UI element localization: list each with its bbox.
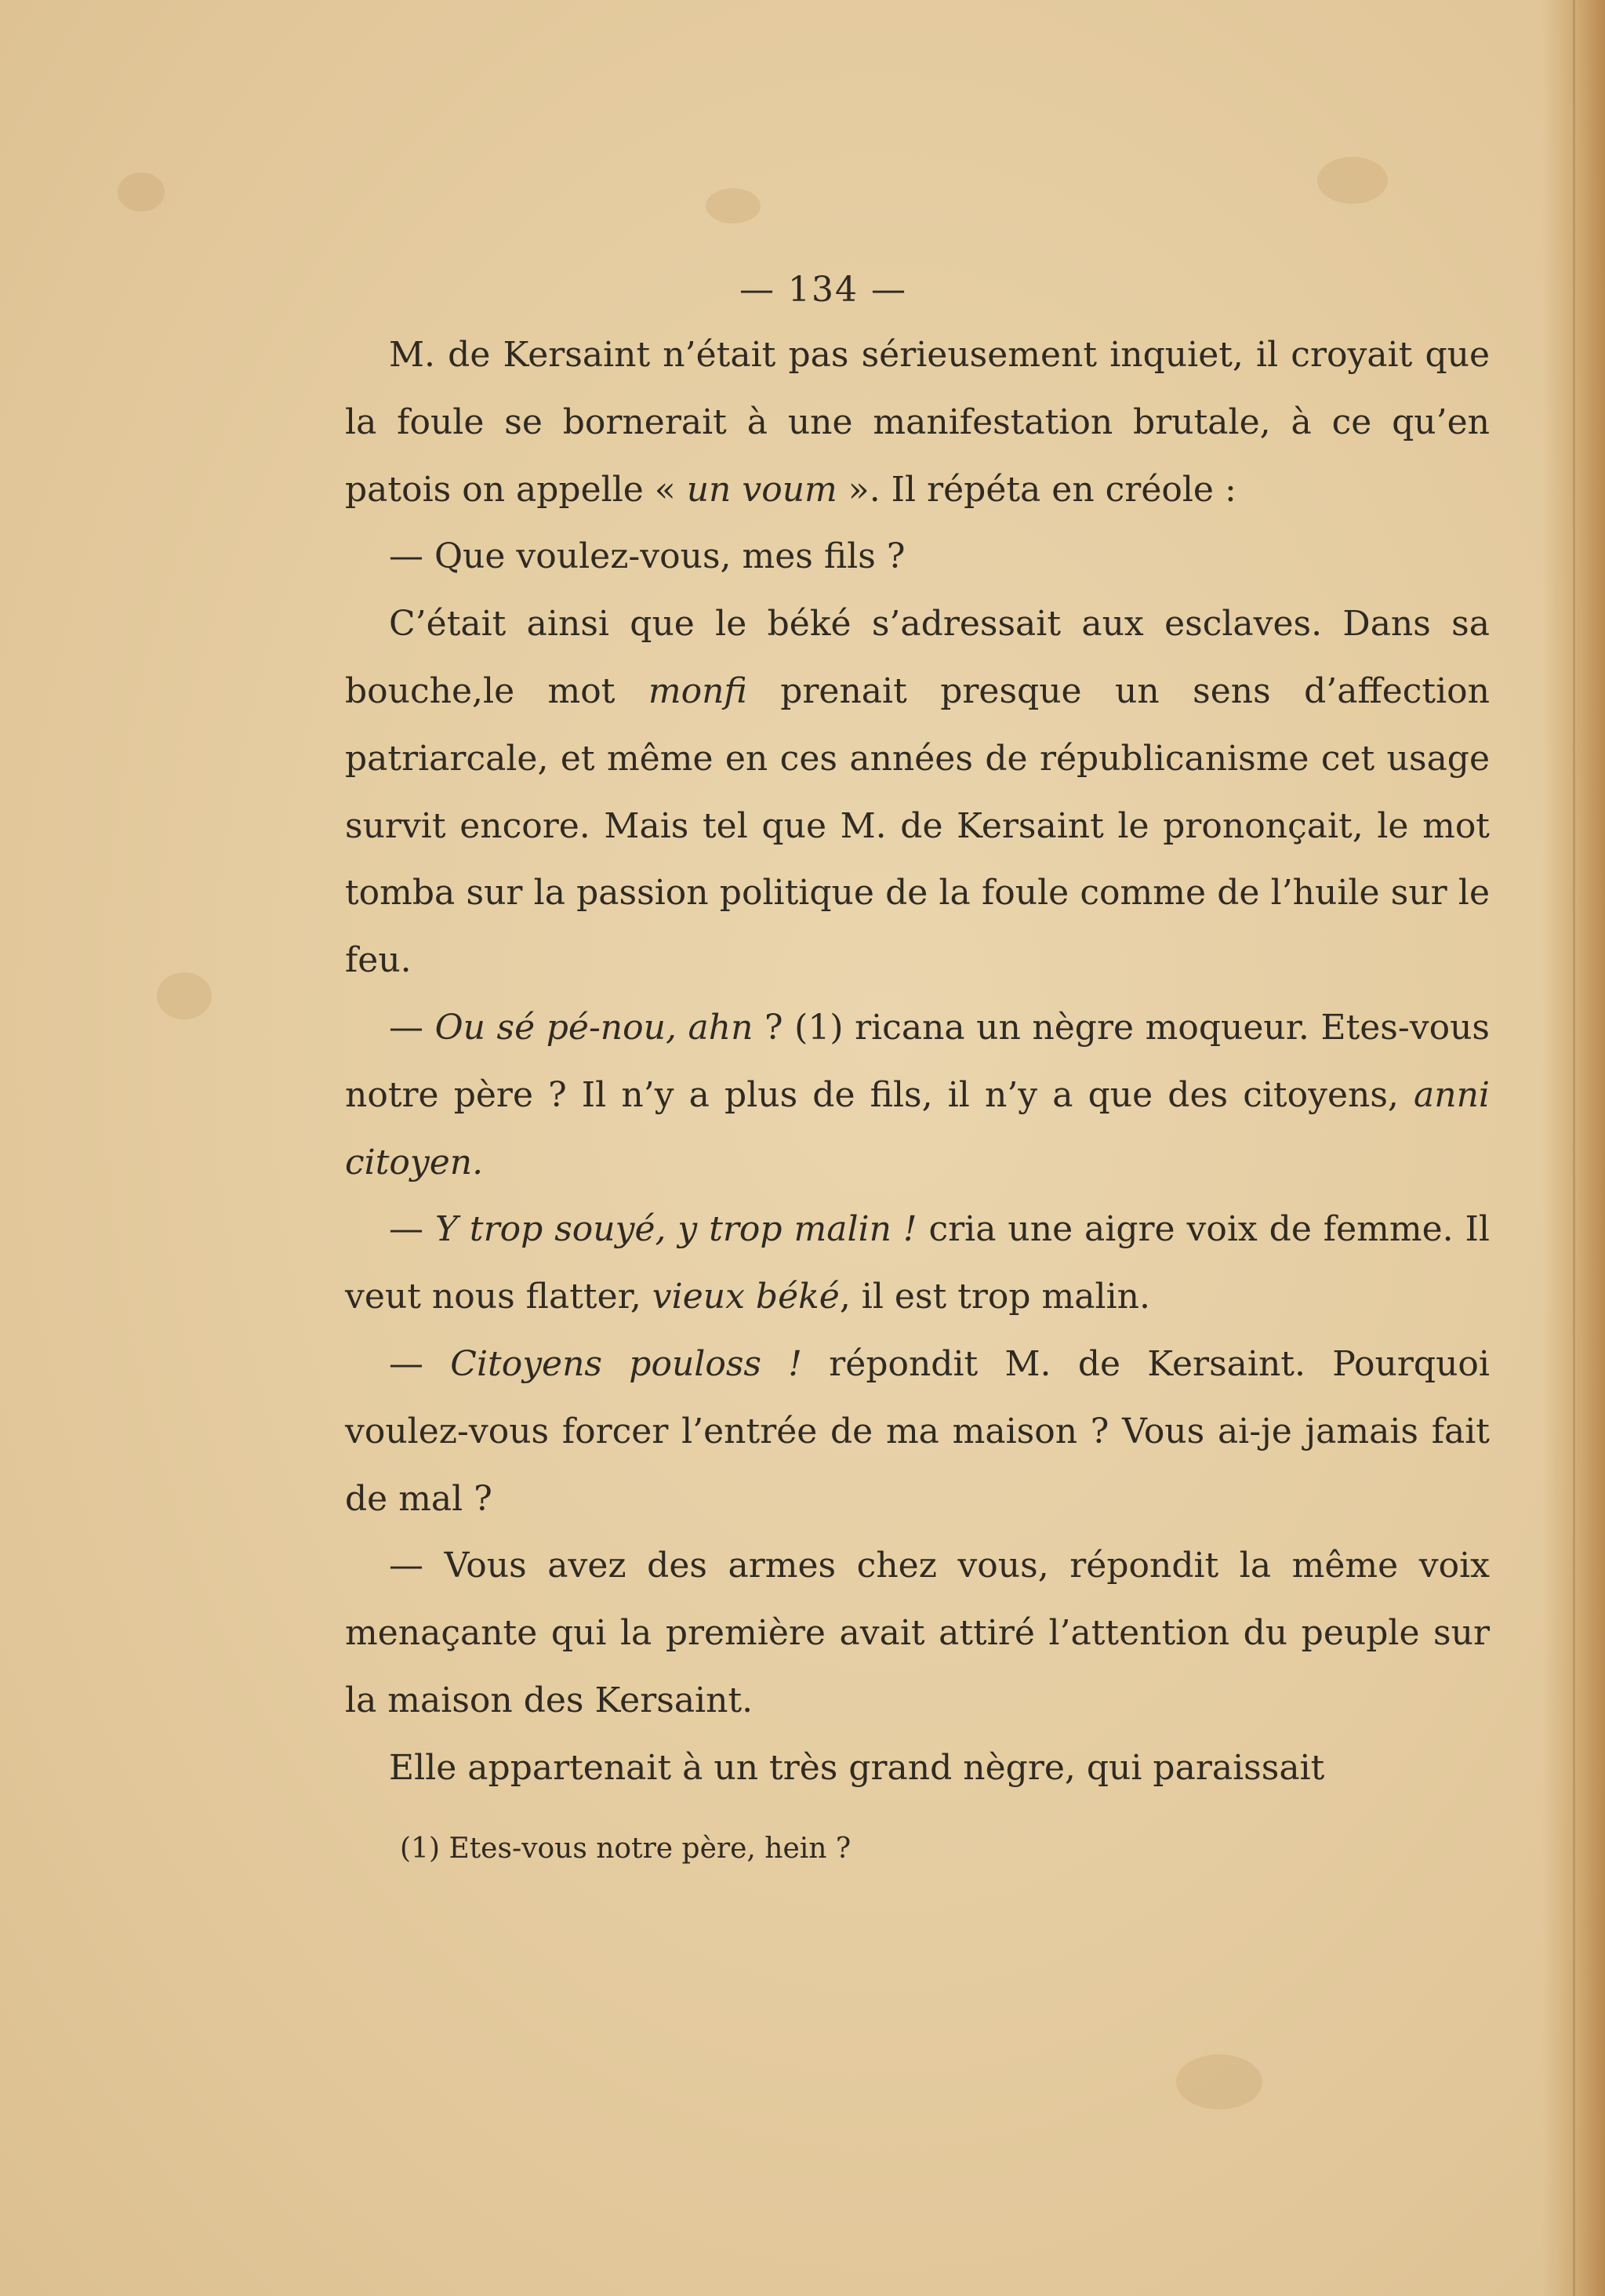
page-number: — 134 —: [739, 270, 907, 310]
paragraph: — Citoyens pouloss ! répondit M. de Kersaint. Pourquoi voulez-vous forcer l’entrée de ma maison ? Vous ai-je jamais fait de mal ?: [345, 1343, 1490, 1519]
paragraph: — Y trop souyé, y trop malin ! cria une aigre voix de femme. Il veut nous flatter, vieux béké, il est trop malin.: [345, 1209, 1490, 1317]
paper-stain: [1176, 2054, 1262, 2109]
text-block: [345, 259, 1490, 1873]
paragraph: — Ou sé pé-nou, ahn ? (1) ricana un nègre moqueur. Etes-vous notre père ? Il n’y a plus de fils, il n’y a que des citoyens, anni citoyen.: [345, 1007, 1491, 1183]
paragraph: — Que voulez-vous, mes fils ?: [389, 536, 906, 577]
paper-stain: [706, 188, 761, 223]
paragraph: — Vous avez des armes chez vous, répondit la même voix menaçante qui la première avait attiré l’attention du peuple sur la maison des Kersaint.: [345, 1546, 1490, 1720]
paragraph: C’était ainsi que le béké s’adressait aux esclaves. Dans sa bouche,le mot monfi prenait presque un sens d’affection patriarcale, et même en ces années de républicanisme cet usage survit encore. Mais tel que M. de Kersaint le prononçait, le mot tomba sur la passion politique de la foule comme de l’huile sur le feu.: [345, 604, 1490, 981]
paragraph: Elle appartenait à un très grand nègre, qui paraissait: [389, 1747, 1325, 1788]
page-edge-line: [1573, 0, 1575, 2296]
paragraph: M. de Kersaint n’était pas sérieusement inquiet, il croyait que la foule se bornerait à une manifestation brutale, à ce qu’en patois on appelle « un voum ». Il répéta en créole :: [345, 335, 1490, 510]
paper-stain: [157, 972, 212, 1019]
paper-stain: [118, 173, 165, 212]
paper-stain: [1317, 157, 1388, 204]
footnote: (1) Etes-vous notre père, hein ?: [400, 1832, 852, 1865]
